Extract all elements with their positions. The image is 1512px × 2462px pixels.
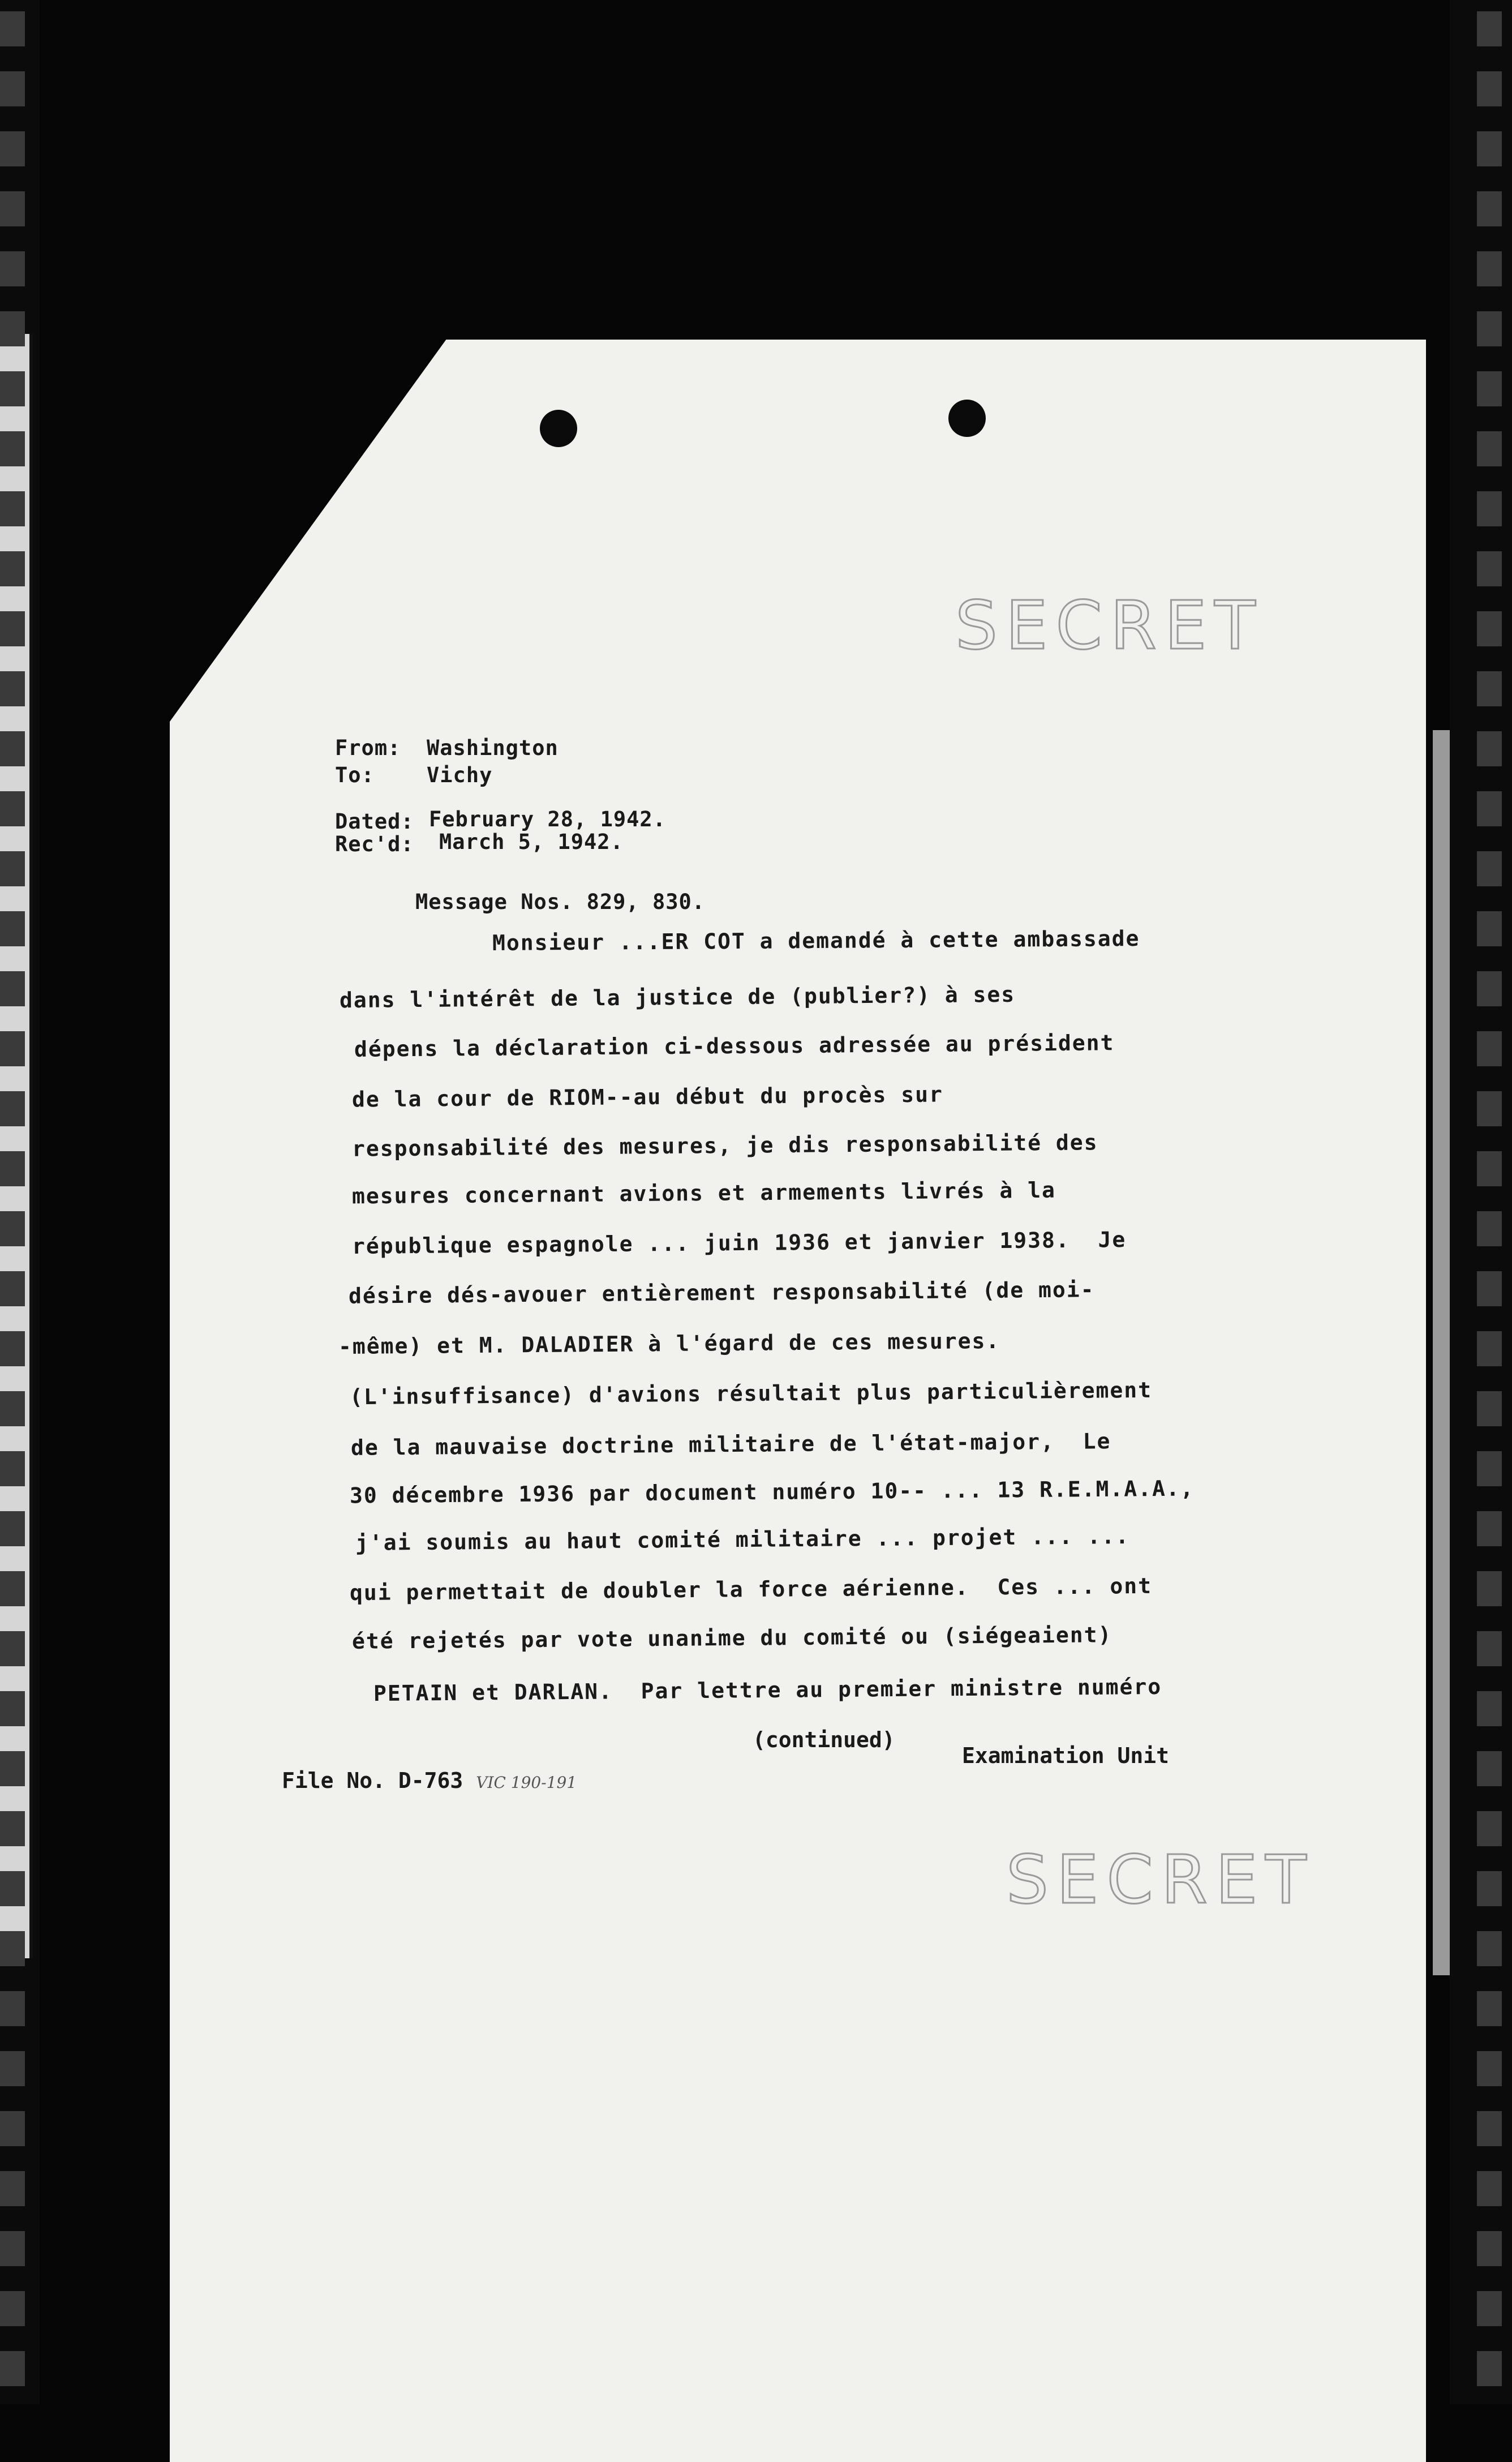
sprocket-hole — [0, 1751, 25, 1786]
body-line: 30 décembre 1936 par document numéro 10-- ... 13 R.E.M.A.A., — [349, 1476, 1195, 1508]
sprocket-hole — [0, 911, 25, 946]
sprocket-hole — [0, 11, 25, 46]
to-label: To: — [335, 763, 375, 787]
sprocket-hole — [0, 1691, 25, 1726]
sprocket-hole — [1477, 1031, 1502, 1066]
sprocket-hole — [0, 191, 25, 226]
sprocket-hole — [1477, 1391, 1502, 1426]
body-line: désire dés-avouer entièrement responsabilité (de moi- — [348, 1277, 1095, 1309]
sprocket-hole — [1477, 11, 1502, 46]
sprocket-hole — [1477, 1091, 1502, 1126]
file-handwritten-ref: VIC 190-191 — [476, 1773, 577, 1792]
sprocket-hole — [1477, 2351, 1502, 2386]
sprocket-hole — [0, 71, 25, 106]
sprocket-hole — [0, 2111, 25, 2146]
sprocket-hole — [0, 2231, 25, 2266]
sprocket-hole — [1477, 2171, 1502, 2206]
sprocket-hole — [1477, 371, 1502, 406]
sprocket-hole — [1477, 731, 1502, 766]
sprocket-hole — [0, 2291, 25, 2326]
sprocket-hole — [1477, 1931, 1502, 1966]
dated-label: Dated: — [335, 809, 414, 834]
sprocket-hole — [1477, 611, 1502, 646]
sprocket-hole — [0, 131, 25, 166]
sprocket-hole — [0, 2171, 25, 2206]
sprocket-hole — [0, 731, 25, 766]
film-strip-right — [1450, 0, 1512, 2404]
body-line: de la mauvaise doctrine militaire de l'état-major, Le — [350, 1429, 1111, 1460]
sprocket-hole — [1477, 911, 1502, 946]
body-line: PETAIN et DARLAN. Par lettre au premier ministre numéro — [373, 1674, 1162, 1706]
sprocket-hole — [0, 1031, 25, 1066]
sprocket-hole — [1477, 1271, 1502, 1306]
sprocket-hole — [1477, 1571, 1502, 1606]
sprocket-hole — [0, 1331, 25, 1366]
continued-note: (continued) — [753, 1727, 895, 1752]
secret-stamp-bottom: SECRET — [1006, 1841, 1315, 1919]
sprocket-hole — [0, 1211, 25, 1246]
file-number-label: File No. D-763 — [282, 1768, 463, 1793]
sprocket-hole — [0, 1811, 25, 1846]
punch-hole-right — [948, 400, 986, 437]
body-line: mesures concernant avions et armements livrés à la — [351, 1177, 1056, 1209]
sprocket-hole — [1477, 1871, 1502, 1906]
sprocket-hole — [1477, 1631, 1502, 1666]
sprocket-hole — [1477, 1211, 1502, 1246]
sprocket-hole — [1477, 491, 1502, 526]
message-numbers: Message Nos. 829, 830. — [415, 890, 706, 914]
sprocket-hole — [1477, 2231, 1502, 2266]
body-line: Monsieur ...ER COT a demandé à cette ambassade — [492, 926, 1140, 955]
from-label: From: — [335, 736, 401, 760]
sprocket-hole — [0, 791, 25, 826]
sprocket-hole — [1477, 251, 1502, 286]
sprocket-hole — [0, 1991, 25, 2026]
sprocket-hole — [1477, 1511, 1502, 1546]
body-line: responsabilité des mesures, je dis responsabilité des — [351, 1130, 1098, 1161]
body-line: dépens la déclaration ci-dessous adressée au président — [354, 1030, 1115, 1062]
body-line: (L'insuffisance) d'avions résultait plus particulièrement — [349, 1377, 1153, 1410]
body-line: qui permettait de doubler la force aérienne. Ces ... ont — [349, 1573, 1153, 1606]
sprocket-hole — [0, 491, 25, 526]
sprocket-hole — [1477, 1991, 1502, 2026]
sprocket-hole — [1477, 131, 1502, 166]
sprocket-hole — [0, 971, 25, 1006]
sprocket-hole — [0, 1091, 25, 1126]
sprocket-hole — [1477, 1451, 1502, 1486]
sprocket-hole — [0, 1271, 25, 1306]
sprocket-hole — [1477, 1751, 1502, 1786]
body-line: république espagnole ... juin 1936 et janvier 1938. Je — [351, 1227, 1127, 1259]
sprocket-hole — [0, 1151, 25, 1186]
sprocket-hole — [0, 311, 25, 346]
sprocket-hole — [0, 1571, 25, 1606]
examination-unit: Examination Unit — [962, 1743, 1170, 1768]
sprocket-hole — [1477, 311, 1502, 346]
body-line: j'ai soumis au haut comité militaire ... projet ... ... — [355, 1524, 1130, 1555]
sprocket-hole — [0, 1631, 25, 1666]
sprocket-hole — [1477, 1811, 1502, 1846]
body-line: -même) et M. DALADIER à l'égard de ces mesures. — [338, 1328, 1000, 1359]
sprocket-hole — [0, 431, 25, 466]
sprocket-hole — [1477, 2291, 1502, 2326]
sprocket-hole — [1477, 1691, 1502, 1726]
sprocket-hole — [0, 1451, 25, 1486]
sprocket-hole — [0, 671, 25, 706]
file-number — [282, 1768, 577, 1793]
sprocket-hole — [1477, 791, 1502, 826]
from-value: Washington — [427, 736, 559, 760]
sprocket-hole — [0, 1511, 25, 1546]
sprocket-hole — [0, 251, 25, 286]
sprocket-hole — [1477, 1331, 1502, 1366]
sprocket-hole — [1477, 851, 1502, 886]
sprocket-hole — [0, 371, 25, 406]
sprocket-hole — [1477, 71, 1502, 106]
to-value: Vichy — [427, 763, 493, 787]
sprocket-hole — [1477, 431, 1502, 466]
recd-label: Rec'd: — [335, 832, 414, 856]
sprocket-hole — [1477, 2051, 1502, 2086]
sprocket-hole — [1477, 551, 1502, 586]
sprocket-hole — [0, 1931, 25, 1966]
sprocket-hole — [1477, 971, 1502, 1006]
sprocket-hole — [0, 851, 25, 886]
sprocket-hole — [1477, 191, 1502, 226]
sprocket-hole — [1477, 2111, 1502, 2146]
dated-value: February 28, 1942. — [429, 807, 666, 831]
sprocket-hole — [0, 551, 25, 586]
sprocket-hole — [0, 2351, 25, 2386]
sprocket-hole — [0, 2051, 25, 2086]
sprocket-hole — [1477, 671, 1502, 706]
body-line: dans l'intérêt de la justice de (publier?) à ses — [339, 981, 1016, 1013]
body-line: été rejetés par vote unanime du comité ou (siégeaient) — [351, 1622, 1112, 1654]
sprocket-hole — [1477, 1151, 1502, 1186]
recd-value: March 5, 1942. — [439, 830, 624, 854]
secret-stamp-top: SECRET — [955, 586, 1264, 664]
sprocket-hole — [0, 1871, 25, 1906]
body-line: de la cour de RIOM--au début du procès sur — [351, 1082, 944, 1112]
adjacent-frame-right — [1433, 730, 1450, 1975]
punch-hole-left — [540, 410, 577, 447]
sprocket-hole — [0, 1391, 25, 1426]
sprocket-hole — [0, 611, 25, 646]
